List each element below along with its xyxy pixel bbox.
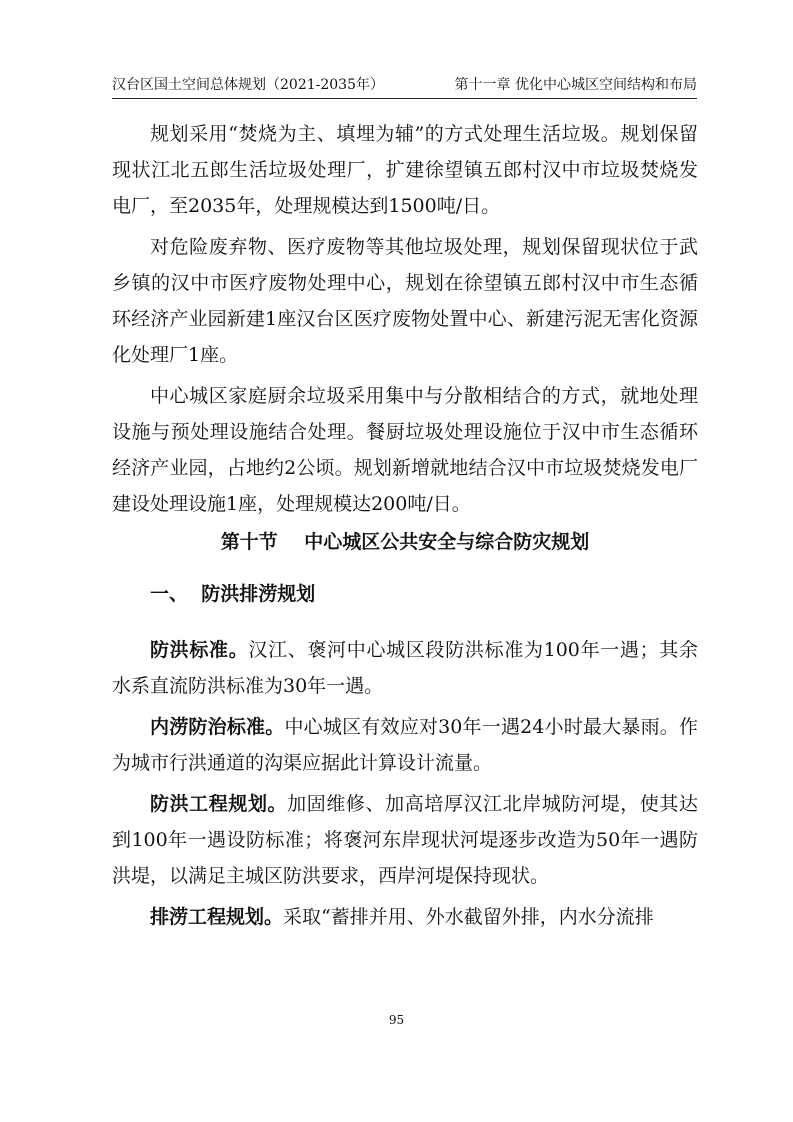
flood-engineering-lead: 防洪工程规划。 <box>150 793 288 815</box>
paragraph-kitchen-waste: 中心城区家庭厨余垃圾采用集中与分散相结合的方式，就地处理设施与预处理设施结合处理。餐厨垃圾处理设施位于汉中市生态循环经济产业园，占地约2公顷。规划新增就地结合汉中市垃圾焚烧发电厂建设处理设施1座，处理规模达200吨/日。 <box>112 385 698 515</box>
paragraph-drainage-engineering <box>112 899 698 935</box>
paragraph-flood-standard <box>112 632 698 704</box>
paragraph-domestic-waste: 规划采用“焚烧为主、填埋为辅”的方式处理生活垃圾。规划保留现状江北五郎生活垃圾处理厂，扩建徐望镇五郎村汉中市垃圾焚烧发电厂，至2035年，处理规模达到1500吨/日。 <box>112 123 698 217</box>
waterlogging-standard-lead: 内涝防治标准。 <box>150 716 285 738</box>
page-body <box>112 116 698 935</box>
page-number: 95 <box>388 1013 405 1027</box>
subsection-title: 一、 防洪排涝规划 <box>150 583 316 605</box>
drainage-engineering-lead: 排涝工程规划。 <box>150 906 284 928</box>
flood-standard-lead: 防洪标准。 <box>150 639 249 661</box>
section-title: 第十节 中心城区公共安全与综合防灾规划 <box>220 531 590 553</box>
paragraph-waterlogging-standard <box>112 709 698 781</box>
flood-engineering-text: 加固维修、加高培厚汉江北岸城防河堤，使其达到100年一遇设防标准；将褒河东岸现状河堤逐步改造为50年一遇防洪堤，以满足主城区防洪要求，西岸河堤保持现状。 <box>112 793 698 887</box>
paragraph-flood-engineering <box>112 786 698 894</box>
header-document-title: 汉台区国土空间总体规划（2021-2035年） <box>112 77 384 93</box>
paragraph-hazardous-waste: 对危险废弃物、医疗废物等其他垃圾处理，规划保留现状位于武乡镇的汉中市医疗废物处理中心，规划在徐望镇五郎村汉中市生态循环经济产业园新建1座汉台区医疗废物处置中心、新建污泥无害化资源化处理厂1座。 <box>112 236 698 366</box>
drainage-engineering-text: 采取“蓄排并用、外水截留外排，内水分流排 <box>283 906 654 928</box>
flood-standard-text: 汉江、褒河中心城区段防洪标准为100年一遇；其余水系直流防洪标准为30年一遇。 <box>112 639 698 697</box>
page-header <box>112 72 697 99</box>
header-chapter-title: 第十一章 优化中心城区空间结构和布局 <box>454 77 697 93</box>
waterlogging-standard-text: 中心城区有效应对30年一遇24小时最大暴雨。作为城市行洪通道的沟渠应据此计算设计流量。 <box>112 716 698 774</box>
